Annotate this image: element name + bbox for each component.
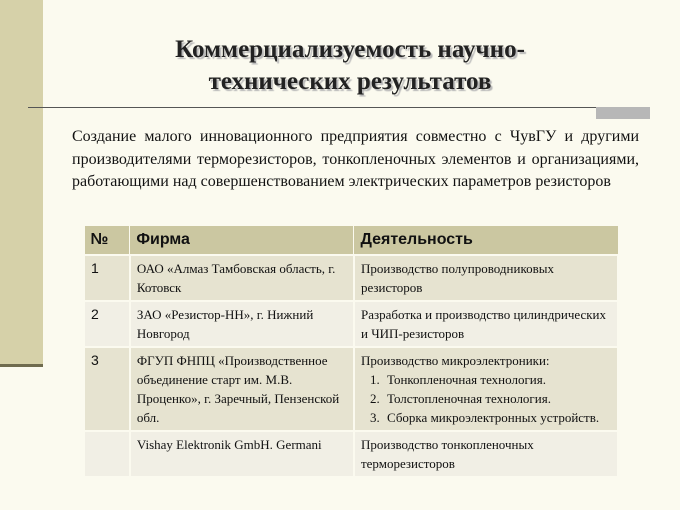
row-activity: Производство тонкопленочных терморезисторов (354, 431, 618, 477)
table-row (84, 301, 618, 347)
row-firm: ЗАО «Резистор-НН», г. Нижний Новгород (130, 301, 354, 347)
intro-paragraph: Создание малого инновационного предприятия совместно с ЧувГУ и другими производителями терморезисторов, тонкопленочных элементов и организациями, работающими над совершенствованием электрических параметров резисторов (72, 128, 639, 190)
left-decor-line (0, 364, 43, 367)
title-accent-bar (596, 107, 650, 119)
list-item: 1. Тонкопленочная технология. (383, 370, 611, 389)
row-num: 3 (84, 347, 130, 431)
firms-table (83, 225, 619, 478)
header-num: № (84, 226, 130, 256)
row-activity: Производство полупроводниковых резисторов (354, 255, 618, 301)
row-activity (354, 347, 618, 431)
activity-list (361, 370, 611, 427)
row-firm: ОАО «Алмаз Тамбовская область, г. Котовск (130, 255, 354, 301)
list-item: 3. Сборка микроэлектронных устройств. (383, 408, 611, 427)
slide-title (43, 34, 657, 98)
table-header-row (84, 226, 618, 256)
row-num (84, 431, 130, 477)
activity-title: Производство микроэлектроники: (360, 353, 550, 368)
title-line-1: Коммерциализуемость научно- (175, 36, 525, 63)
row-num: 2 (84, 301, 130, 347)
header-firm: Фирма (130, 226, 354, 256)
list-item: 2. Толстопленочная технология. (383, 389, 611, 408)
row-firm: ФГУП ФНПЦ «Производственное объединение старт им. М.В. Проценко», г. Заречный, Пензенской обл. (130, 347, 354, 431)
title-divider (28, 107, 650, 108)
row-num: 1 (84, 255, 130, 301)
row-firm: Vishay Elektronik GmbH. Germani (130, 431, 354, 477)
table-row (84, 431, 618, 477)
table-row (84, 255, 618, 301)
left-decor-band (0, 0, 43, 366)
title-line-2: технических результатов (208, 68, 492, 95)
header-activity: Деятельность (354, 226, 618, 256)
row-activity: Разработка и производство цилиндрических и ЧИП-резисторов (354, 301, 618, 347)
table-row (84, 347, 618, 431)
